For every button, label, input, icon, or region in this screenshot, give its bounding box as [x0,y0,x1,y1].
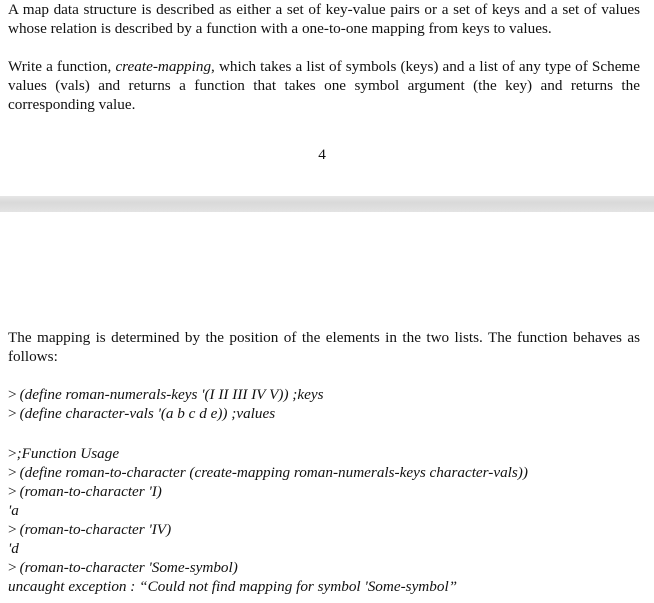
code-text: (roman-to-character 'Some-symbol) [19,559,238,576]
code-text: (roman-to-character 'IV) [19,521,172,538]
document-page-4 [0,0,654,196]
map-definition-paragraph: A map data structure is described as either a set of key-value pairs or a set of keys and a set of values whose relation is described by a function with a one-to-one mapping from keys to values. [8,1,640,37]
task-text-start: Write a function, [8,58,116,75]
prompt-symbol: > [8,445,17,462]
function-name: create-mapping [115,58,212,75]
page-number: 4 [318,146,326,163]
code-line-result-d: 'd [8,540,19,557]
prompt-symbol: > [8,521,17,538]
page-separator [0,196,654,212]
prompt-symbol: > [8,483,17,500]
mapping-intro-paragraph: The mapping is determined by the position of the elements in the two lists. The function behaves as follows: [8,329,640,365]
code-text: (roman-to-character 'I) [19,483,162,500]
code-line-call-I [8,482,162,501]
task-paragraph [8,57,640,114]
prompt-symbol: > [8,464,17,481]
code-line-call-some-symbol [8,558,238,577]
code-line-exception: uncaught exception : “Could not find mapping for symbol 'Some-symbol” [8,578,458,595]
prompt-symbol: > [8,386,17,403]
code-line-define-keys [8,385,324,404]
code-text: (define character-vals '(a b c d e)) ;values [19,405,276,422]
code-line-define-vals [8,404,275,423]
prompt-symbol: > [8,405,17,422]
code-line-result-a: 'a [8,502,19,519]
prompt-symbol: > [8,559,17,576]
code-line-call-IV [8,520,171,539]
code-line-usage-comment [8,444,119,463]
code-text: ;Function Usage [16,445,120,462]
task-text-end: , which takes a list of symbols (keys) and a list of any type of Scheme values (vals) and returns a function that takes one symbol argument (the key) and returns the corresponding value. [8,58,640,113]
code-text: (define roman-numerals-keys '(I II III IV V)) ;keys [19,386,324,403]
code-line-define-mapping [8,463,528,482]
document-page-5 [0,212,654,603]
code-text: (define roman-to-character (create-mapping roman-numerals-keys character-vals)) [19,464,528,481]
